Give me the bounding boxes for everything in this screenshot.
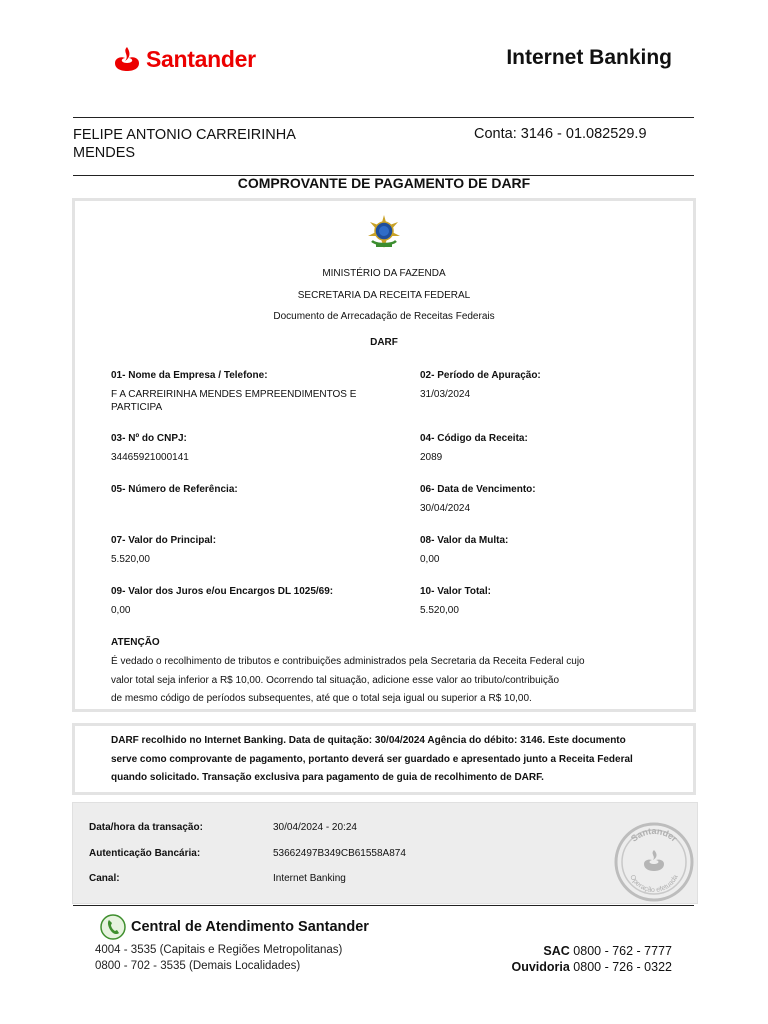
stamp-bottom-text: Operação efetuada — [628, 873, 680, 895]
account-holder-line2: MENDES — [73, 145, 136, 161]
field-value-company-line2: PARTICIPA — [111, 401, 163, 413]
page-title: Internet Banking — [506, 46, 672, 69]
stamp-top-text: Santander — [629, 826, 680, 844]
account-holder-line1: FELIPE ANTONIO CARREIRINHA — [73, 127, 296, 143]
attention-line-3: de mesmo código de períodos subsequentes, até que o total seja igual ou superior a R$ 10,00. — [111, 693, 532, 704]
transaction-datetime-value: 30/04/2024 - 20:24 — [273, 822, 357, 833]
field-value-company-line1: F A CARREIRINHA MENDES EMPREENDIMENTOS E — [111, 389, 357, 400]
support-phone-other: 0800 - 702 - 3535 (Demais Localidades) — [95, 960, 301, 972]
sac-label: SAC — [543, 944, 570, 958]
field-value-principal: 5.520,00 — [111, 554, 150, 565]
field-value-total: 5.520,00 — [420, 605, 459, 616]
bank-authentication-value: 53662497B349CB61558A874 — [273, 848, 406, 859]
field-label-total: 10- Valor Total: — [420, 586, 491, 597]
field-value-interest: 0,00 — [111, 605, 131, 616]
field-value-period: 31/03/2024 — [420, 389, 471, 400]
support-phone-capitals: 4004 - 3535 (Capitais e Regiões Metropolitanas) — [95, 944, 343, 956]
sac-phone — [543, 944, 672, 958]
payment-notice — [111, 732, 671, 788]
ouvidoria-phone — [511, 960, 672, 974]
field-label-principal: 07- Valor do Principal: — [111, 535, 217, 546]
brand-name: Santander — [146, 45, 256, 72]
santander-flame-icon — [112, 44, 142, 74]
field-label-company: 01- Nome da Empresa / Telefone: — [111, 370, 268, 381]
field-label-period: 02- Período de Apuração: — [420, 370, 541, 381]
field-value-company — [111, 389, 401, 414]
account-holder — [73, 126, 373, 162]
field-label-interest: 09- Valor dos Juros e/ou Encargos DL 1025/69: — [111, 586, 334, 597]
field-value-revenue-code: 2089 — [420, 452, 443, 463]
ouvidoria-label: Ouvidoria — [511, 960, 570, 974]
santander-logo — [112, 42, 256, 76]
account-number: Conta: 3146 - 01.082529.9 — [474, 126, 647, 142]
santander-stamp-icon — [612, 820, 696, 904]
channel-label: Canal: — [89, 873, 120, 884]
channel-value: Internet Banking — [273, 873, 346, 884]
ouvidoria-number: 0800 - 726 - 0322 — [569, 960, 672, 974]
bank-authentication-label: Autenticação Bancária: — [89, 848, 201, 859]
phone-support-icon — [100, 914, 126, 940]
ministry-name: MINISTÉRIO DA FAZENDA — [322, 268, 446, 279]
attention-line-1: É vedado o recolhimento de tributos e contribuições administrados pela Secretaria da Receita Federal cujo — [111, 656, 585, 667]
document-title: COMPROVANTE DE PAGAMENTO DE DARF — [237, 175, 531, 191]
sac-number: 0800 - 762 - 7777 — [569, 944, 672, 958]
field-label-due-date: 06- Data de Vencimento: — [420, 484, 536, 495]
attention-title: ATENÇÃO — [111, 637, 160, 648]
svg-text:Operação efetuada — [628, 874, 680, 894]
field-value-fine: 0,00 — [420, 554, 440, 565]
field-label-revenue-code: 04- Código da Receita: — [420, 433, 528, 444]
secretariat-name: SECRETARIA DA RECEITA FEDERAL — [297, 290, 471, 301]
transaction-datetime-label: Data/hora da transação: — [89, 822, 203, 833]
darf-label: DARF — [370, 337, 398, 348]
payment-notice-line1: DARF recolhido no Internet Banking. Data de quitação: 30/04/2024 Agência do débito: 3146. Este documento — [111, 735, 626, 746]
field-label-reference: 05- Número de Referência: — [111, 484, 238, 495]
footer-divider — [73, 905, 694, 906]
support-center-title: Central de Atendimento Santander — [131, 919, 369, 935]
document-name: Documento de Arrecadação de Receitas Federais — [273, 311, 495, 322]
attention-line-2: valor total seja inferior a R$ 10,00. Ocorrendo tal situação, adicione esse valor ao tributo/contribuição — [111, 675, 560, 686]
field-label-fine: 08- Valor da Multa: — [420, 535, 509, 546]
payment-notice-line2: serve como comprovante de pagamento, portanto deverá ser guardado e apresentado junto a Receita Federal — [111, 753, 633, 765]
header-divider — [73, 117, 694, 118]
field-value-cnpj: 34465921000141 — [111, 452, 189, 463]
field-label-cnpj: 03- Nº do CNPJ: — [111, 433, 187, 444]
field-value-due-date: 30/04/2024 — [420, 503, 471, 514]
payment-notice-line3: quando solicitado. Transação exclusiva para pagamento de guia de recolhimento de DARF. — [111, 772, 544, 783]
brazil-coat-of-arms-icon — [366, 214, 402, 250]
